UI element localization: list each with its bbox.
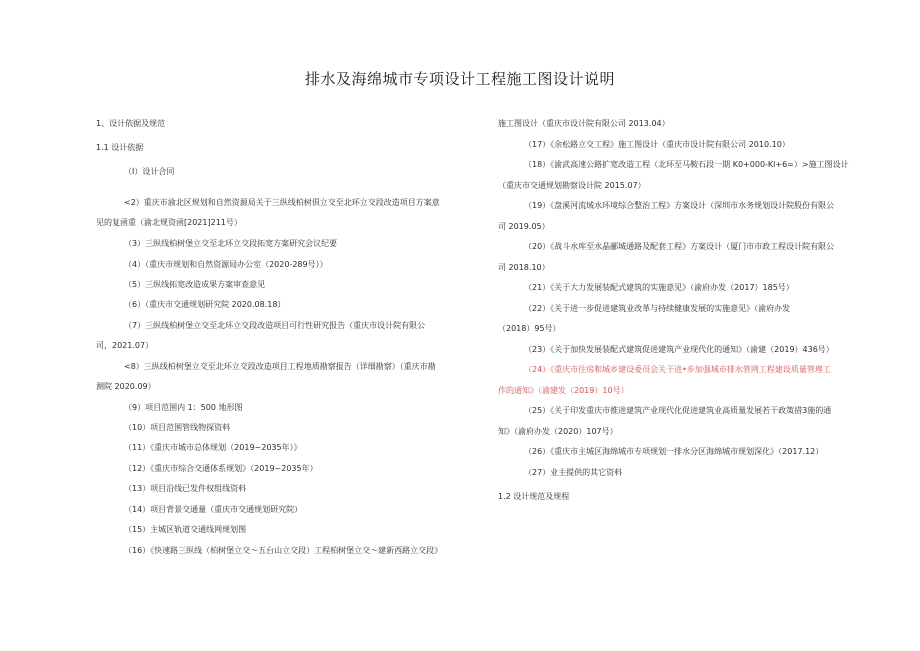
list-item-continuation: 司，2021.07） (96, 341, 154, 350)
list-item-continuation: 施工图设计（重庆市设计院有限公司 2013.04） (498, 119, 670, 128)
list-item: （16）《快速路三纵线（柏树堡立交～五台山立交段）工程柏树堡立交～建新西路立交段》 (124, 546, 443, 555)
list-item: （5）三纵线拓宽改造成果方案审查意见 (124, 280, 266, 289)
list-item: （20）《战斗水库至水晶郦城通路及配套工程》方案设计（厦门市市政工程设计院有限公 (524, 242, 835, 251)
list-item-continuation: （重庆市交通规划勘察设计院 2015.07） (498, 181, 646, 190)
list-item: （23）《关于加快发展装配式建筑促进建筑产业现代化的通知》（渝建（2019）436号） (524, 345, 834, 354)
list-item: （11）《重庆市城市总体规划（2019~2035年）》 (124, 443, 302, 452)
list-item: <2）重庆市渝北区规划和自然资源局关于三纵线柏树倶立交至北环立交段改造项目方案意 (124, 198, 440, 207)
list-item-continuation: 测院 2020.09） (96, 382, 156, 391)
list-item-continuation: 知》（渝府办发（2020）107号） (498, 427, 618, 436)
highlighted-list-item-continuation: 作的通知》（渝建发（2019）10号） (498, 386, 629, 395)
list-item: （9）项目范围内 1：500 地形图 (124, 403, 243, 412)
list-item: （22）《关于进一步促进建筑业改革与持续健康发展的实施意见》（渝府办发 (524, 304, 791, 313)
list-item: （19）《盘溪河流域水环境综合整治工程》方案设计（深圳市水务规划设计院股份有限公 (524, 201, 835, 210)
list-item: （21）《关于大力发展装配式建筑的实施意见》（渝府办发（2017）185号） (524, 283, 794, 292)
list-item: （14）项目背景交通量（重庆市交通规划研究院） (124, 505, 303, 514)
list-item: （17）《余松路立交工程》施工图设计（重庆市设计院有限公司 2010.10） (524, 140, 790, 149)
highlighted-list-item: （24）《重庆市住房和城乡建设委员会关于进•步加强城市排水管网工程建设质量管理工 (524, 365, 831, 374)
list-item-continuation: （2018）95号） (498, 324, 561, 333)
subsection-heading: 1.1 设计依据 (96, 143, 144, 152)
list-item: （27）业主提供的其它资料 (524, 468, 623, 477)
list-item: （4）（重庆市规划和自然资源局办公室（2020-289号）） (124, 260, 328, 269)
list-item-continuation: 见的复函重（渝北规资函[2021]211号） (96, 218, 242, 227)
list-item: （25）《关于印发重庆市推进建筑产业现代化促进建筑业高质量发展若干政策措3施的通 (524, 406, 832, 415)
list-item: （6）（重庆市交通规划研究院 2020.08.18） (124, 300, 286, 309)
section-heading: 1、设计依据及规范 (96, 119, 166, 128)
list-item: （3）三纵线柏树堡立交至北环立交段拓宽方案研究会议纪要 (124, 239, 338, 248)
list-item-continuation: 司 2018.10） (498, 263, 550, 272)
list-item: <8）三纵线柏树堡立交至北环立交段改造项目工程地质勘察报告（详细勘察）（重庆市勘 (124, 362, 436, 371)
list-item: （10）项目范围管线物探资料 (124, 423, 231, 432)
list-item: （15）主城区轨道交通线网规划图 (124, 525, 247, 534)
list-item: （26）《重庆市主城区海绵城市专项规划一排水分区海绵城市规划深化》（2017.12） (524, 447, 824, 456)
list-item: （I）设计合同 (124, 167, 175, 176)
list-item: （12）《重庆市综合交通体系规划》（2019~2035年） (124, 464, 318, 473)
list-item: （13）项目沿线已发件权组线资料 (124, 484, 247, 493)
subsection-heading: 1.2 设计规范及规程 (498, 492, 570, 501)
list-item: （18）《渝武高速公路扩宽改造工程（北环至马鞍石段一期 K0+000-Kl+6=）>施工图设计 (524, 160, 849, 169)
list-item-continuation: 司 2019.05） (498, 222, 550, 231)
document-title: 排水及海绵城市专项设计工程施工图设计说明 (304, 70, 615, 88)
list-item: （7）三纵线柏树堡立交至北环立交段改造项目可行性研究报告（重庆市设计院有限公 (124, 321, 426, 330)
